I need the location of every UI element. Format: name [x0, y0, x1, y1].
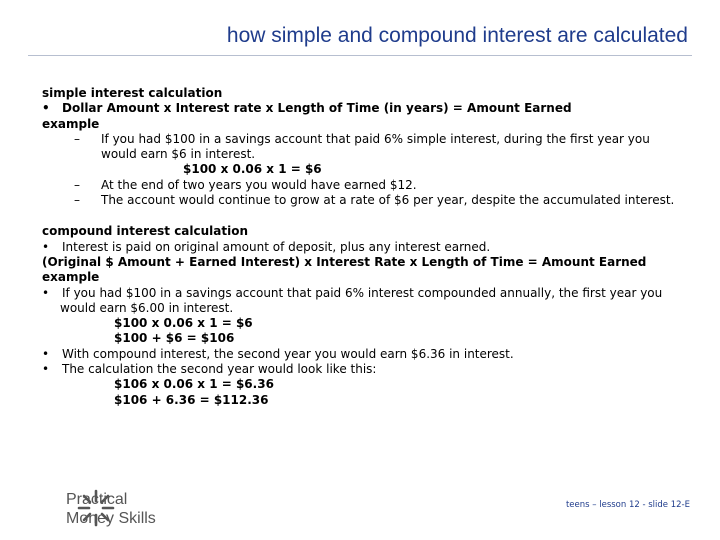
compound-example-1-text: If you had $100 in a savings account that paid 6% interest compounded annually, the first year you [62, 285, 663, 300]
compound-formula: (Original $ Amount + Earned Interest) x Interest Rate x Length of Time = Amount Earned [42, 254, 647, 269]
bullet-icon: • [42, 239, 50, 254]
compound-example-1-calc-1: $100 x 0.06 x 1 = $6 [114, 316, 253, 331]
compound-example-1-calc-2: $100 + $6 = $106 [114, 331, 235, 346]
simple-formula-text: Dollar Amount x Interest rate x Length of Time (in years) = Amount Earned [62, 101, 572, 116]
dash-icon: – [74, 193, 80, 208]
brand-line-2: Money Skills [66, 510, 156, 527]
compound-example-3 [42, 362, 692, 377]
page-title: how simple and compound interest are calculated [226, 24, 688, 47]
compound-example-3-text: The calculation the second year would look like this: [62, 362, 377, 377]
compound-example-2-text: With compound interest, the second year you would earn $6.36 in interest. [62, 346, 514, 361]
bullet-icon: • [42, 285, 50, 300]
bullet-icon: • [42, 346, 50, 361]
compound-example-label: example [42, 270, 100, 285]
simple-example-3-text: The account would continue to grow at a rate of $6 per year, despite the accumulated interest. [101, 193, 675, 208]
simple-example-3 [42, 193, 692, 208]
compound-example-3-calc-1: $106 x 0.06 x 1 = $6.36 [114, 377, 274, 392]
compound-example-2 [42, 347, 692, 362]
compound-heading: compound interest calculation [42, 224, 249, 239]
slide-content [42, 86, 692, 408]
compound-point-1-text: Interest is paid on original amount of deposit, plus any interest earned. [62, 239, 491, 254]
slide-footer: teens – lesson 12 - slide 12-E [565, 500, 690, 510]
bullet-icon: • [42, 101, 50, 116]
dash-icon: – [74, 177, 80, 192]
brand-name [66, 490, 156, 528]
simple-example-1-calc: $100 x 0.06 x 1 = $6 [183, 162, 322, 177]
brand-line-1: Practical [66, 491, 128, 508]
compound-point-1 [42, 240, 692, 255]
simple-example-1-text: If you had $100 in a savings account that paid 6% simple interest, during the first year you [101, 131, 650, 146]
dash-icon: – [74, 131, 80, 146]
compound-example-3-calc-2: $106 + 6.36 = $112.36 [114, 392, 269, 407]
bullet-icon: • [42, 362, 50, 377]
title-divider [28, 55, 692, 56]
compound-example-1-cont: would earn $6.00 in interest. [60, 300, 234, 315]
simple-formula [42, 101, 692, 116]
simple-example-1 [42, 132, 692, 147]
simple-example-label: example [42, 116, 100, 131]
simple-heading: simple interest calculation [42, 86, 223, 100]
compound-example-1 [42, 286, 692, 301]
simple-example-1-cont: would earn $6 in interest. [101, 147, 256, 162]
simple-example-2-text: At the end of two years you would have earned $12. [101, 177, 417, 192]
simple-example-2 [42, 178, 692, 193]
